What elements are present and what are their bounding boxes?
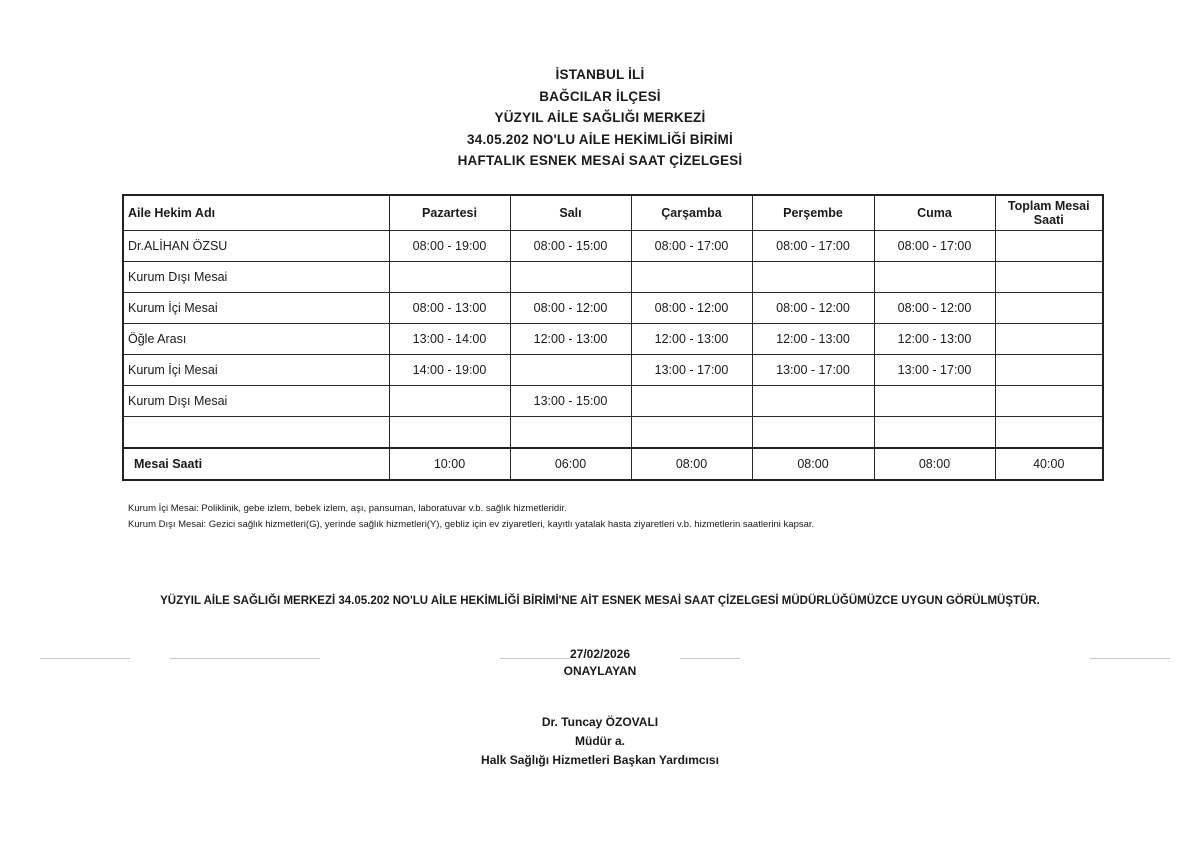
- table-cell: 08:00 - 12:00: [874, 293, 995, 324]
- signer-position: Halk Sağlığı Hizmetleri Başkan Yardımcısı: [481, 753, 719, 767]
- column-header-physician: Aile Hekim Adı: [123, 195, 389, 231]
- row-label: Kurum İçi Mesai: [123, 355, 389, 386]
- table-cell: 08:00 - 12:00: [752, 293, 874, 324]
- total-cell: 08:00: [874, 448, 995, 480]
- total-label: Mesai Saati: [123, 448, 389, 480]
- footnote-external: Kurum Dışı Mesai: Gezici sağlık hizmetleri(G), yerinde sağlık hizmetleri(Y), gebliz için ev ziyaretleri, kayıtlı yatalak hasta ziyaretleri v.b. hizmetlerin saatlerini kapsar.: [128, 519, 815, 530]
- district-title: BAĞCILAR İLÇESİ: [539, 88, 661, 104]
- document-header: [0, 64, 1200, 172]
- table-row: [123, 231, 1103, 262]
- approval-date: 27/02/2026: [569, 647, 631, 661]
- row-label: Kurum İçi Mesai: [123, 293, 389, 324]
- table-cell: [874, 417, 995, 449]
- table-cell: [631, 417, 752, 449]
- table-row: [123, 324, 1103, 355]
- table-cell: 13:00 - 14:00: [389, 324, 510, 355]
- table-cell: [995, 386, 1103, 417]
- total-cell: 08:00: [631, 448, 752, 480]
- table-cell: [874, 262, 995, 293]
- table-cell: 12:00 - 13:00: [510, 324, 631, 355]
- table-cell: 13:00 - 17:00: [631, 355, 752, 386]
- table-row: [123, 355, 1103, 386]
- row-label: Kurum Dışı Mesai: [123, 386, 389, 417]
- approval-text: YÜZYIL AİLE SAĞLIĞI MERKEZİ 34.05.202 NO'LU AİLE HEKİMLİĞİ BİRİMİ'NE AİT ESNEK MESAİ SAAT ÇİZELGESİ MÜDÜRLÜĞÜMÜZCE UYGUN GÖRÜLMÜŞTÜR.: [160, 595, 1040, 607]
- table-cell: [995, 324, 1103, 355]
- table-cell: [995, 293, 1103, 324]
- table-cell: [389, 386, 510, 417]
- column-header-total-hours: Toplam Mesai Saati: [995, 195, 1103, 231]
- row-label: Dr.ALİHAN ÖZSU: [123, 231, 389, 262]
- table-cell: 13:00 - 15:00: [510, 386, 631, 417]
- table-cell: [389, 262, 510, 293]
- schedule-title: HAFTALIK ESNEK MESAİ SAAT ÇİZELGESİ: [457, 153, 743, 168]
- table-cell: [389, 417, 510, 449]
- table-cell: 08:00 - 13:00: [389, 293, 510, 324]
- column-header-monday: Pazartesi: [389, 195, 510, 231]
- approval-status: ONAYLAYAN: [563, 664, 637, 678]
- total-row: [123, 448, 1103, 480]
- table-cell: [631, 262, 752, 293]
- signer-title: Müdür a.: [575, 734, 625, 748]
- row-label: Öğle Arası: [123, 324, 389, 355]
- center-title: YÜZYIL AİLE SAĞLIĞI MERKEZİ: [494, 110, 706, 125]
- column-header-thursday: Perşembe: [752, 195, 874, 231]
- total-cell: 08:00: [752, 448, 874, 480]
- column-header-wednesday: Çarşamba: [631, 195, 752, 231]
- approval-statement: [0, 595, 1200, 607]
- table-cell: [995, 231, 1103, 262]
- table-cell: 14:00 - 19:00: [389, 355, 510, 386]
- table-cell: [995, 355, 1103, 386]
- total-cell: 10:00: [389, 448, 510, 480]
- row-label: Kurum Dışı Mesai: [123, 262, 389, 293]
- table-cell: 08:00 - 19:00: [389, 231, 510, 262]
- table-cell: [752, 386, 874, 417]
- table-cell: 08:00 - 17:00: [874, 231, 995, 262]
- table-cell: 13:00 - 17:00: [752, 355, 874, 386]
- table-cell: 08:00 - 17:00: [752, 231, 874, 262]
- province-title: İSTANBUL İLİ: [555, 67, 645, 82]
- table-row: [123, 262, 1103, 293]
- table-cell: 08:00 - 12:00: [631, 293, 752, 324]
- table-header-row: [123, 195, 1103, 231]
- table-cell: 08:00 - 17:00: [631, 231, 752, 262]
- unit-title: 34.05.202 NO'LU AİLE HEKİMLİĞİ BİRİMİ: [467, 131, 733, 147]
- table-cell: 12:00 - 13:00: [752, 324, 874, 355]
- signer-block: [0, 713, 1200, 770]
- row-label: [123, 417, 389, 449]
- table-cell: [874, 386, 995, 417]
- table-row: [123, 417, 1103, 449]
- table-row: [123, 386, 1103, 417]
- footnote-internal: Kurum İçi Mesai: Poliklinik, gebe izlem, bebek izlem, aşı, pansuman, laboratuvar v.b. sağlık hizmetleridir.: [128, 503, 567, 514]
- schedule-table: [122, 194, 1104, 481]
- total-cell: 40:00: [995, 448, 1103, 480]
- table-cell: [510, 262, 631, 293]
- signer-name: Dr. Tuncay ÖZOVALI: [541, 715, 659, 729]
- table-cell: [752, 262, 874, 293]
- total-cell: 06:00: [510, 448, 631, 480]
- table-cell: [995, 417, 1103, 449]
- column-header-tuesday: Salı: [510, 195, 631, 231]
- table-cell: [510, 417, 631, 449]
- table-cell: [510, 355, 631, 386]
- table-row: [123, 293, 1103, 324]
- footnotes: [128, 501, 814, 533]
- table-cell: [631, 386, 752, 417]
- column-header-friday: Cuma: [874, 195, 995, 231]
- table-cell: [752, 417, 874, 449]
- table-cell: 08:00 - 12:00: [510, 293, 631, 324]
- table-cell: 12:00 - 13:00: [874, 324, 995, 355]
- approval-date-block: [0, 646, 1200, 680]
- table-cell: 08:00 - 15:00: [510, 231, 631, 262]
- table-cell: 13:00 - 17:00: [874, 355, 995, 386]
- table-cell: [995, 262, 1103, 293]
- table-cell: 12:00 - 13:00: [631, 324, 752, 355]
